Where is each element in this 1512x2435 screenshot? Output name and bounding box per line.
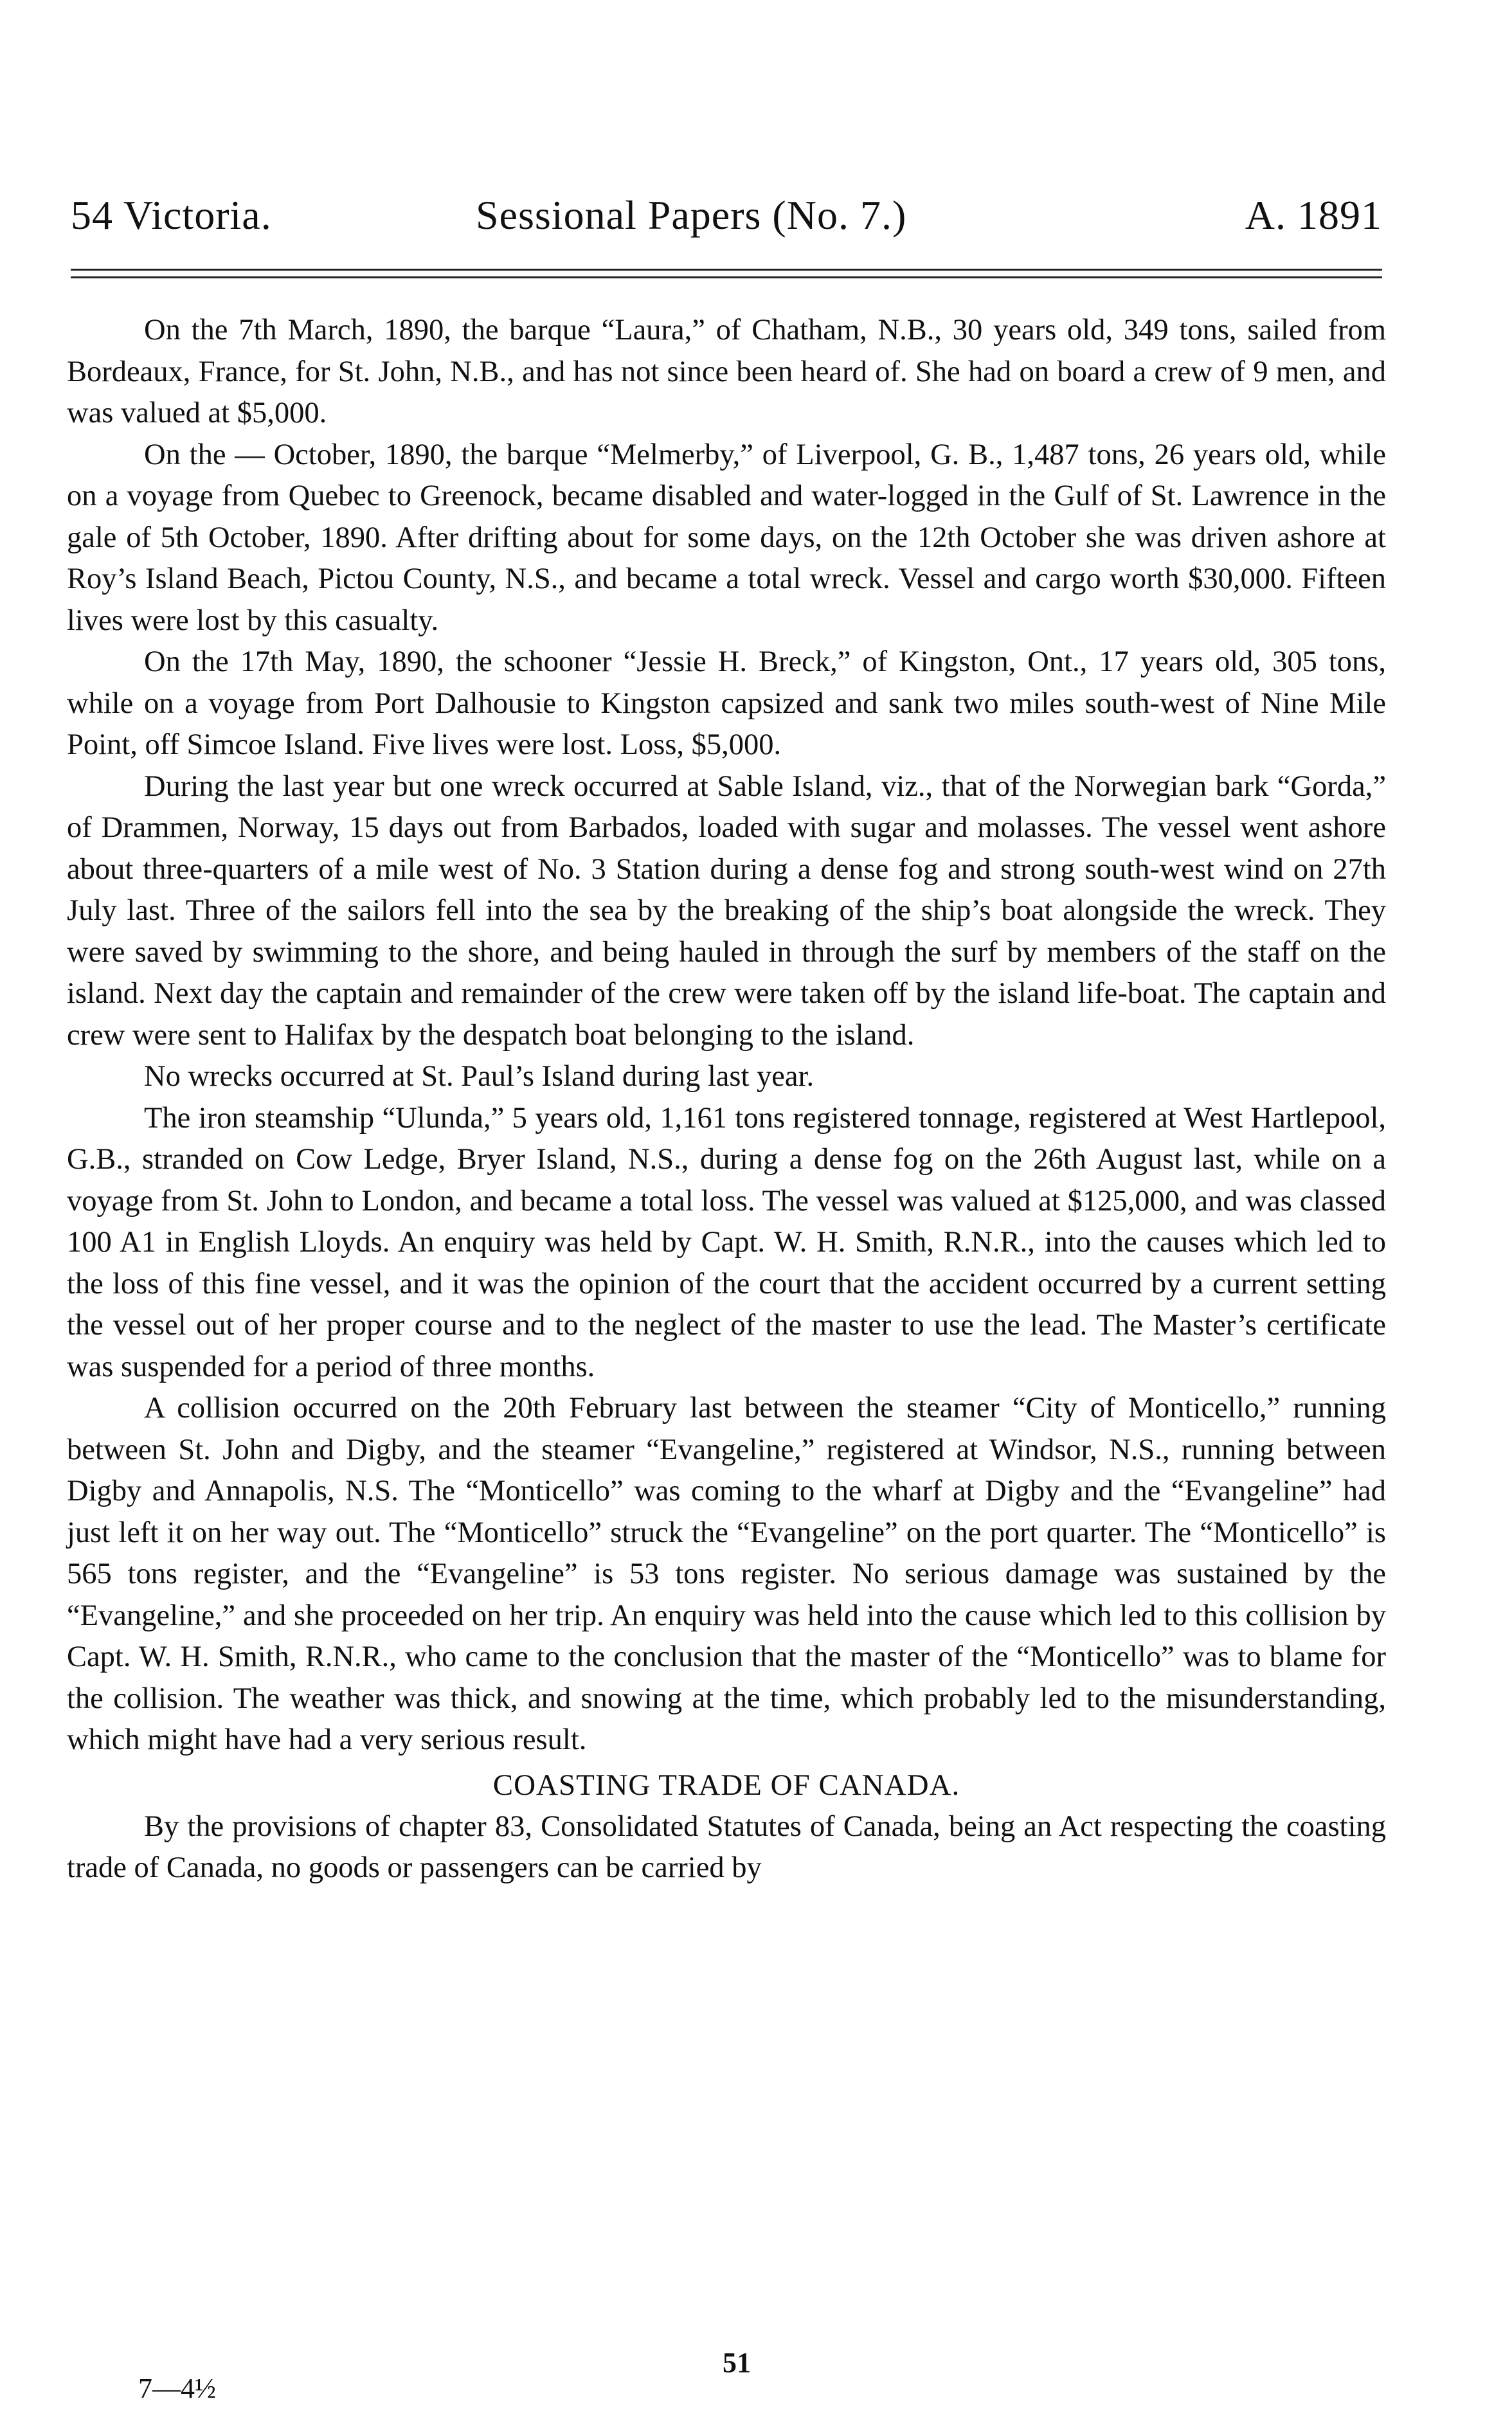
page-number: 51	[723, 2347, 751, 2378]
paragraph-melmerby: On the — October, 1890, the barque “Melmerby,” of Liverpool, G. B., 1,487 tons, 26 years old, while on a voyage from Quebec to Greenock, became disabled and water-logged in the Gulf of St. Lawrence in the gale of 5th October, 1890. After drifting about for some days, on the 12th October she was driven ashore at Roy’s Island Beach, Pictou County, N.S., and became a total wreck. Vessel and cargo worth $30,000. Fifteen lives were lost by this casualty.	[67, 438, 1386, 637]
paragraph-jessie-breck: On the 17th May, 1890, the schooner “Jessie H. Breck,” of Kingston, Ont., 17 years old, 305 tons, while on a voyage from Port Dalhousie to Kingston capsized and sank two miles south-west of Nine Mile Point, off Simcoe Island. Five lives were lost. Loss, $5,000.	[67, 645, 1386, 761]
header-volume: 54 Victoria.	[71, 192, 272, 238]
signature-mark: 7—4½	[138, 2373, 216, 2404]
header-rule-bottom	[71, 276, 1382, 278]
paragraph-st-pauls-island: No wrecks occurred at St. Paul’s Island during last year.	[144, 1060, 815, 1093]
paragraph-sable-island: During the last year but one wreck occurred at Sable Island, viz., that of the Norwegian bark “Gorda,” of Drammen, Norway, 15 days out from Barbados, loaded with sugar and molasses. The vessel went ashore about three-quarters of a mile west of No. 3 Station during a dense fog and strong south-west wind on 27th July last. Three of the sailors fell into the sea by the breaking of the ship’s boat alongside the wreck. They were saved by swimming to the shore, and being hauled in through the surf by members of the staff on the island. Next day the captain and remainder of the crew were taken off by the island life-boat. The captain and crew were sent to Halifax by the despatch boat belonging to the island.	[67, 769, 1386, 1052]
paragraph-ulunda: The iron steamship “Ulunda,” 5 years old, 1,161 tons registered tonnage, registered at West Hartlepool, G.B., stranded on Cow Ledge, Bryer Island, N.S., during a dense fog on the 26th August last, while on a voyage from St. John to London, and became a total loss. The vessel was valued at $125,000, and was classed 100 A1 in English Lloyds. An enquiry was held by Capt. W. H. Smith, R.N.R., into the causes which led to the loss of this fine vessel, and it was the opinion of the court that the accident occurred by a current setting the vessel out of her proper course and to the neglect of the master to use the lead. The Master’s certificate was suspended for a period of three months.	[67, 1101, 1386, 1383]
running-header	[71, 180, 1382, 251]
header-rule-top	[71, 269, 1382, 271]
section-heading: COASTING TRADE OF CANADA.	[492, 1768, 960, 1802]
header-year: A. 1891	[1245, 192, 1382, 238]
paragraph-coasting-trade: By the provisions of chapter 83, Consolidated Statutes of Canada, being an Act respecting the coasting trade of Canada, no goods or passengers can be carried by	[67, 1810, 1386, 1884]
paragraph-collision: A collision occurred on the 20th February last between the steamer “City of Monticello,” running between St. John and Digby, and the steamer “Evangeline,” registered at Windsor, N.S., running between Digby and Annapolis, N.S. The “Monticello” was coming to the wharf at Digby and the “Evangeline” had just left it on her way out. The “Monticello” struck the “Evangeline” on the port quarter. The “Monticello” is 565 tons register, and the “Evangeline” is 53 tons register. No serious damage was sustained by the “Evangeline,” and she proceeded on her trip. An enquiry was held into the cause which led to this collision by Capt. W. H. Smith, R.N.R., who came to the conclusion that the master of the “Monticello” was to blame for the collision. The weather was thick, and snowing at the time, which probably led to the misunderstanding, which might have had a very serious result.	[67, 1392, 1386, 1756]
paragraph-laura: On the 7th March, 1890, the barque “Laura,” of Chatham, N.B., 30 years old, 349 tons, sailed from Bordeaux, France, for St. John, N.B., and has not since been heard of. She had on board a crew of 9 men, and was valued at $5,000.	[67, 314, 1386, 429]
page-body	[67, 310, 1386, 1889]
header-title: Sessional Papers (No. 7.)	[476, 192, 907, 238]
